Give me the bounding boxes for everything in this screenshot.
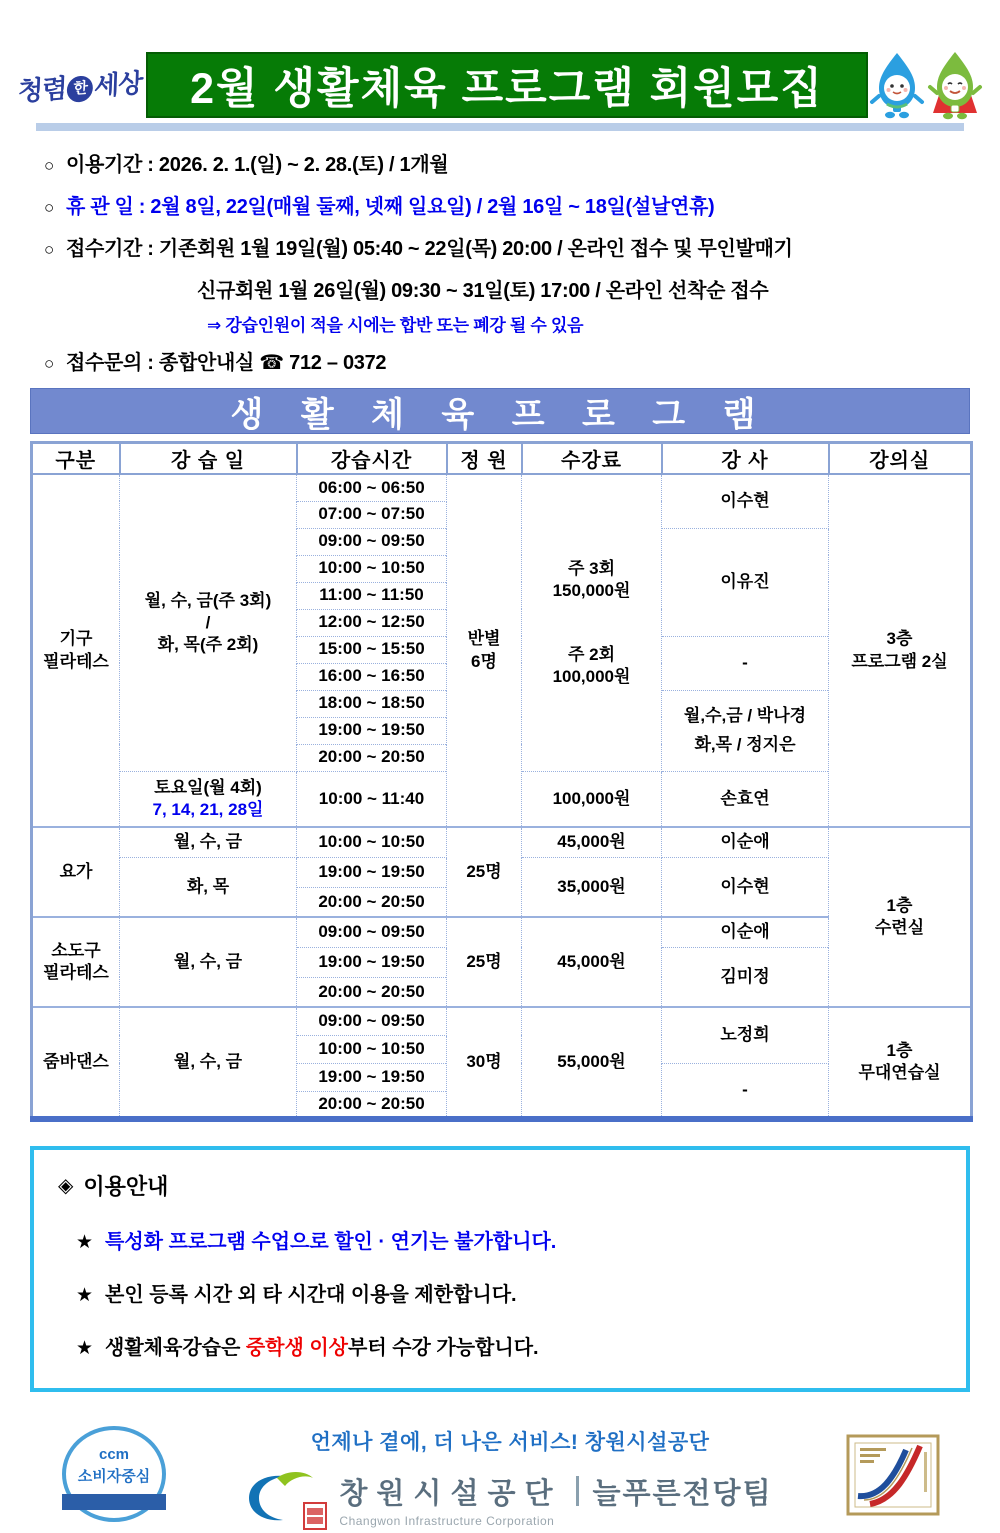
col-header-capacity: 정 원 bbox=[447, 443, 522, 475]
section-title-banner: 생 활 체 육 프 로 그 램 bbox=[30, 388, 970, 434]
mascot-green-icon bbox=[927, 49, 983, 121]
col-header-time: 강습시간 bbox=[297, 443, 447, 475]
time-slot: 19:00 ~ 19:50 bbox=[297, 857, 447, 887]
circle-bullet-icon: ○ bbox=[44, 240, 54, 259]
info-cancellation-note: ⇒ 강습인원이 적을 시에는 합반 또는 폐강 될 수 있음 bbox=[207, 316, 584, 335]
teacher-name: 손효연 bbox=[662, 771, 829, 827]
ccm-circle bbox=[62, 1426, 166, 1522]
info-section bbox=[44, 148, 1000, 375]
header-divider bbox=[36, 123, 964, 131]
time-slot: 06:00 ~ 06:50 bbox=[297, 474, 447, 501]
teacher-name: 이순애 bbox=[662, 827, 829, 857]
star-bullet-icon: ★ bbox=[76, 1285, 94, 1306]
time-slot: 12:00 ~ 12:50 bbox=[297, 609, 447, 636]
col-header-teacher: 강 사 bbox=[662, 443, 829, 475]
teacher-name: 이유진 bbox=[662, 528, 829, 636]
teacher-name: 노정희 bbox=[662, 1007, 829, 1063]
small-pilates-capacity: 25명 bbox=[447, 917, 522, 1007]
ccm-word: ccm bbox=[98, 1446, 130, 1463]
saturday-fee: 100,000원 bbox=[522, 771, 662, 827]
col-header-days: 강 습 일 bbox=[120, 443, 297, 475]
time-slot: 07:00 ~ 07:50 bbox=[297, 501, 447, 528]
time-slot: 19:00 ~ 19:50 bbox=[297, 1063, 447, 1091]
time-slot: 20:00 ~ 20:50 bbox=[297, 744, 447, 771]
teacher-name: 이순애 bbox=[662, 917, 829, 947]
cheongnyeom-logo bbox=[14, 52, 146, 118]
certification-mark-icon bbox=[846, 1434, 940, 1516]
teacher-name: - bbox=[662, 636, 829, 690]
red-seal-icon bbox=[303, 1502, 327, 1530]
time-slot: 10:00 ~ 10:50 bbox=[297, 1035, 447, 1063]
changwon-logo bbox=[247, 1470, 325, 1528]
org-team: 늘푸른전당팀 bbox=[592, 1477, 773, 1510]
footer-slogan: 언제나 곁에, 더 나은 서비스! 창원시설공단 bbox=[310, 1431, 710, 1454]
mascots bbox=[868, 52, 986, 118]
time-slot: 19:00 ~ 19:50 bbox=[297, 717, 447, 744]
info-registration-period: ○ 접수기간 : 기존회원 1월 19일(월) 05:40 ~ 22일(목) 20:00 / 온라인 접수 및 무인발매기 bbox=[44, 238, 793, 260]
small-pilates-fee: 45,000원 bbox=[522, 917, 662, 1007]
footer-center bbox=[174, 1426, 846, 1528]
circle-bullet-icon: ○ bbox=[44, 156, 54, 175]
pilates-saturday-days: 토요일(월 4회) 7, 14, 21, 28일 bbox=[120, 771, 297, 827]
logo-part1: 청렴 bbox=[17, 72, 67, 106]
table-row bbox=[32, 474, 972, 501]
time-slot: 11:00 ~ 11:50 bbox=[297, 582, 447, 609]
category-zumba: 줌바댄스 bbox=[32, 1007, 120, 1119]
logo-badge: 한 bbox=[66, 75, 93, 103]
time-slot: 09:00 ~ 09:50 bbox=[297, 917, 447, 947]
pilates-fee: 주 3회 150,000원 주 2회 100,000원 bbox=[522, 474, 662, 771]
category-yoga: 요가 bbox=[32, 827, 120, 917]
ccm-band bbox=[62, 1494, 166, 1510]
col-header-category: 구분 bbox=[32, 443, 120, 475]
time-slot: 16:00 ~ 16:50 bbox=[297, 663, 447, 690]
org-divider bbox=[576, 1476, 579, 1506]
footer bbox=[62, 1426, 940, 1530]
usage-notice-box bbox=[30, 1146, 970, 1392]
circle-bullet-icon: ○ bbox=[44, 354, 54, 373]
time-slot: 09:00 ~ 09:50 bbox=[297, 1007, 447, 1035]
teacher-name: - bbox=[662, 1063, 829, 1119]
notice-item-age-limit: ★ 생활체육강습은 중학생 이상부터 수강 가능합니다. bbox=[76, 1337, 539, 1359]
time-slot: 18:00 ~ 18:50 bbox=[297, 690, 447, 717]
yoga-days-tt: 화, 목 bbox=[120, 857, 297, 917]
zumba-days: 월, 수, 금 bbox=[120, 1007, 297, 1119]
diamond-bullet-icon: ◈ bbox=[58, 1175, 74, 1197]
notice-title: ◈ 이용안내 bbox=[58, 1174, 169, 1199]
teacher-name: 이수현 bbox=[662, 857, 829, 917]
zumba-capacity: 30명 bbox=[447, 1007, 522, 1119]
pilates-room: 3층 프로그램 2실 bbox=[829, 474, 972, 827]
info-contact: ○ 접수문의 : 종합안내실 ☎ 712 – 0372 bbox=[44, 352, 387, 374]
zumba-room: 1층 무대연습실 bbox=[829, 1007, 972, 1119]
info-closed-days: ○ 휴 관 일 : 2월 8일, 22일(매월 둘째, 넷째 일요일) / 2월 16일 ~ 18일(설날연휴) bbox=[44, 196, 715, 218]
flyer-page bbox=[0, 52, 1000, 1528]
time-slot: 19:00 ~ 19:50 bbox=[297, 947, 447, 977]
org-name: 창원시설공단 bbox=[339, 1477, 562, 1510]
ccm-logo bbox=[62, 1426, 174, 1530]
info-registration-new: 신규회원 1월 26일(월) 09:30 ~ 31일(토) 17:00 / 온라인 선착순 접수 bbox=[197, 280, 769, 302]
yoga-room: 1층 수련실 bbox=[829, 827, 972, 1007]
yoga-fee-tt: 35,000원 bbox=[522, 857, 662, 917]
small-pilates-days: 월, 수, 금 bbox=[120, 917, 297, 1007]
ccm-korean-label: 소비자중심 bbox=[77, 1468, 151, 1485]
teacher-name: 김미정 bbox=[662, 947, 829, 1007]
yoga-fee-mwf: 45,000원 bbox=[522, 827, 662, 857]
yoga-capacity: 25명 bbox=[447, 827, 522, 917]
time-slot: 10:00 ~ 11:40 bbox=[297, 771, 447, 827]
page-title: 2월 생활체육 프로그램 회원모집 bbox=[146, 52, 868, 118]
notice-item-discount: ★ 특성화 프로그램 수업으로 할인 · 연기는 불가합니다. bbox=[76, 1231, 557, 1253]
time-slot: 15:00 ~ 15:50 bbox=[297, 636, 447, 663]
table-header-row bbox=[32, 443, 972, 475]
star-bullet-icon: ★ bbox=[76, 1338, 94, 1359]
program-table bbox=[30, 441, 973, 1122]
time-slot: 20:00 ~ 20:50 bbox=[297, 887, 447, 917]
teacher-name: 이수현 bbox=[662, 474, 829, 528]
col-header-fee: 수강료 bbox=[522, 443, 662, 475]
mascot-blue-icon bbox=[871, 50, 923, 120]
header bbox=[14, 52, 986, 118]
age-highlight: 중학생 이상 bbox=[245, 1337, 349, 1359]
time-slot: 09:00 ~ 09:50 bbox=[297, 528, 447, 555]
col-header-room: 강의실 bbox=[829, 443, 972, 475]
time-slot: 10:00 ~ 10:50 bbox=[297, 827, 447, 857]
org-name-english: Changwon Infrastructure Corporation bbox=[339, 1513, 555, 1528]
pilates-capacity: 반별 6명 bbox=[447, 474, 522, 827]
time-slot: 20:00 ~ 20:50 bbox=[297, 977, 447, 1007]
circle-bullet-icon: ○ bbox=[44, 198, 54, 217]
category-pilates: 기구 필라테스 bbox=[32, 474, 120, 827]
logo-part2: 세상 bbox=[93, 67, 143, 101]
teacher-name: 월,수,금 / 박나경 화,목 / 정지은 bbox=[662, 690, 829, 771]
yoga-days-mwf: 월, 수, 금 bbox=[120, 827, 297, 857]
time-slot: 20:00 ~ 20:50 bbox=[297, 1091, 447, 1119]
category-small-pilates: 소도구 필라테스 bbox=[32, 917, 120, 1007]
notice-item-time-limit: ★ 본인 등록 시간 외 타 시간대 이용을 제한합니다. bbox=[76, 1284, 517, 1306]
zumba-fee: 55,000원 bbox=[522, 1007, 662, 1119]
cheongnyeom-logo-text bbox=[17, 62, 142, 108]
time-slot: 10:00 ~ 10:50 bbox=[297, 555, 447, 582]
star-bullet-icon: ★ bbox=[76, 1232, 94, 1253]
info-usage-period: ○ 이용기간 : 2026. 2. 1.(일) ~ 2. 28.(토) / 1개월 bbox=[44, 154, 449, 176]
table-row bbox=[32, 827, 972, 857]
pilates-days: 월, 수, 금(주 3회) / 화, 목(주 2회) bbox=[120, 474, 297, 771]
table-row bbox=[32, 1007, 972, 1035]
